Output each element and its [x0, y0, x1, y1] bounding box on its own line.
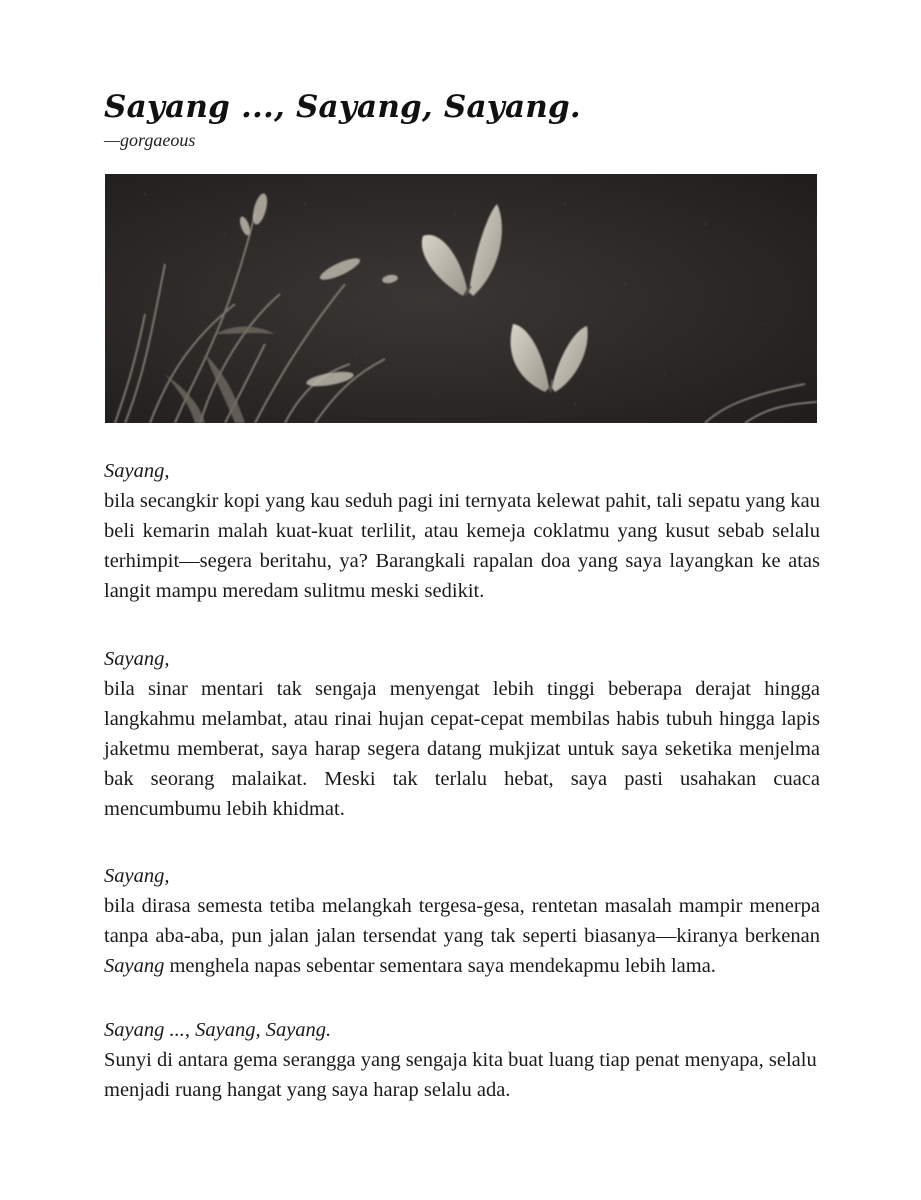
poem-title: Sayang ..., Sayang, Sayang.	[104, 89, 581, 125]
stanza-1	[104, 456, 820, 606]
butterflies-meadow-photo	[105, 174, 817, 423]
stanza-2-text: bila sinar mentari tak sengaja menyengat lebih tinggi beberapa derajat hingga langkahmu melambat, atau rinai hujan cepat-cepat membilas habis tubuh hingga lapis jaketmu memberat, saya harap segera datang mukjizat untuk saya seketika menjelma bak seorang malaikat. Meski tak terlalu hebat, saya pasti usahakan cuaca mencumbumu lebih khidmat.	[104, 678, 820, 820]
stanza-3	[104, 861, 820, 981]
poem-body	[104, 456, 820, 1143]
stanza-3-text-before: bila dirasa semesta tetiba melangkah tergesa-gesa, rentetan masalah mampir menerpa tanpa aba-aba, pun jalan jalan tersendat yang tak seperti biasanya—kiranya berkenan	[104, 895, 820, 947]
stanza-3-text	[104, 891, 820, 981]
stanza-1-text: bila secangkir kopi yang kau seduh pagi ini ternyata kelewat pahit, tali sepatu yang kau beli kemarin malah kuat-kuat terlilit, atau kemeja coklatmu yang kusut sebab selalu terhimpit—segera beritahu, ya? Barangkali rapalan doa yang saya layangkan ke atas langit mampu meredam sulitmu meski sedikit.	[104, 490, 820, 602]
stanza-4-salutation: Sayang ..., Sayang, Sayang.	[104, 1019, 332, 1041]
stanza-4	[104, 1015, 820, 1105]
stanza-2-salutation: Sayang,	[104, 648, 170, 670]
poem-author-byline: —gorgaeous	[104, 130, 196, 150]
stanza-3-text-after: menghela napas sebentar sementara saya mendekapmu lebih lama.	[164, 955, 716, 977]
stanza-1-salutation: Sayang,	[104, 460, 170, 482]
stanza-3-salutation: Sayang,	[104, 865, 170, 887]
stanza-3-emphasis: Sayang	[104, 955, 165, 977]
stanza-4-text: Sunyi di antara gema serangga yang sengaja kita buat luang tiap penat menyapa, selalu menjadi ruang hangat yang saya harap selalu ada.	[104, 1049, 817, 1101]
stanza-2	[104, 644, 820, 824]
poem-page	[104, 88, 820, 1101]
